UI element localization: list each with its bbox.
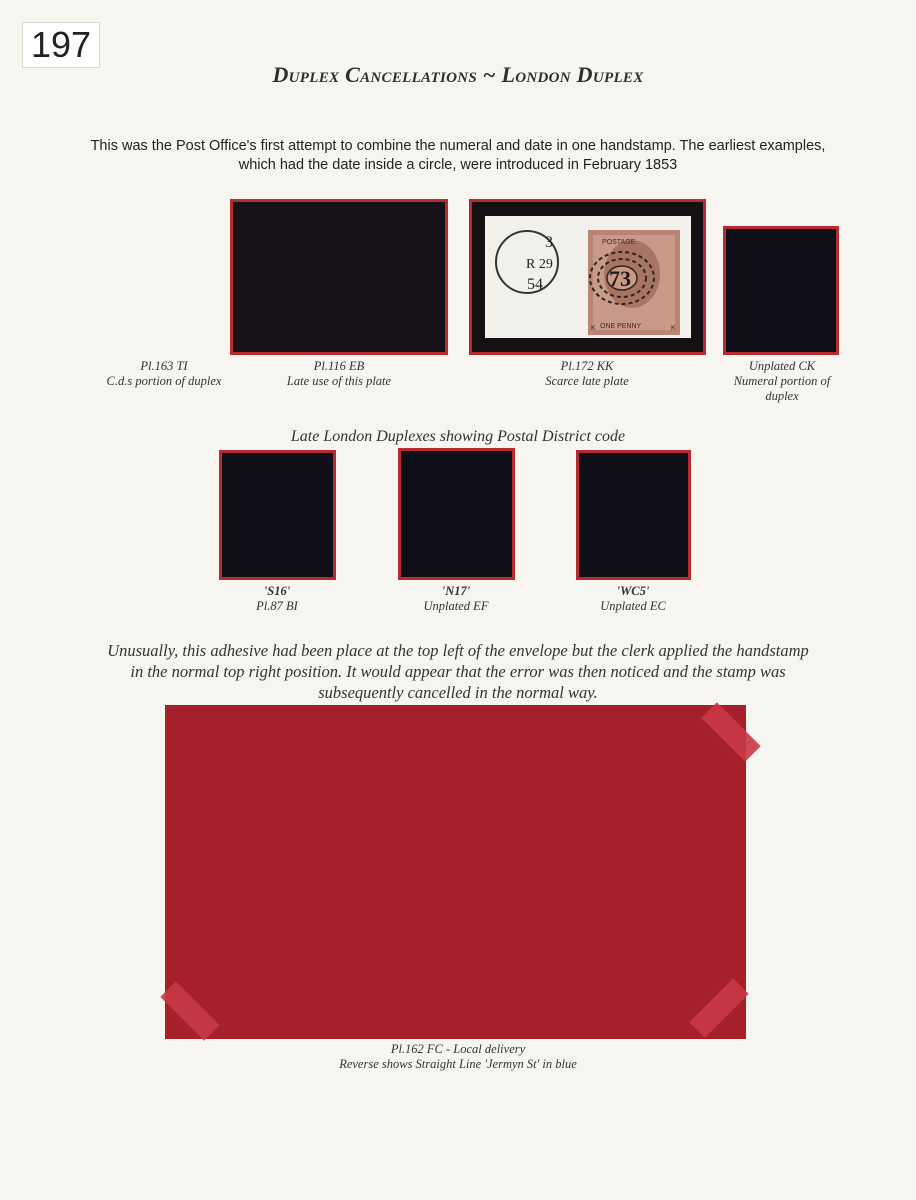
stamp-letter-right: K [671, 325, 676, 332]
cover-mount [165, 705, 746, 1039]
mount-wc5 [576, 450, 691, 580]
stamp-top-label: POSTAGE [602, 239, 636, 246]
page-number: 197 [22, 22, 100, 68]
intro-text: This was the Post Office's first attempt to combine the numeral and date in one handstamp. The earliest examples, which had the date inside a circle, were introduced in February 1853 [90, 138, 826, 173]
cds-mid-text: R 29 [526, 257, 553, 272]
caption-pl163-ti: Pl.163 TI C.d.s portion of duplex [106, 359, 222, 388]
stamp-bottom-label: ONE PENNY [600, 323, 642, 330]
caption-pl172-kk: Pl.172 KK Scarce late plate [545, 359, 629, 388]
photo-corner-top-right [701, 702, 760, 761]
mount-n17 [398, 448, 515, 580]
caption-pl116-eb: Pl.116 EB Late use of this plate [286, 359, 392, 388]
cds-bottom-text: 54 [527, 276, 543, 293]
cds-top-text: 3 [545, 234, 553, 251]
photo-corner-bottom-left [160, 981, 219, 1040]
page-title: Duplex Cancellations ~ London Duplex [272, 62, 644, 87]
stamp-letter-left: K [591, 325, 596, 332]
cover-caption: Pl.162 FC - Local delivery Reverse shows Straight Line 'Jermyn St' in blue [339, 1042, 577, 1071]
note-text: Unusually, this adhesive had been place at the top left of the envelope but the clerk applied the handstamp in the normal top right position. It would appear that the error was then noticed and the stamp was subsequently cancelled in the normal way. [107, 641, 809, 702]
caption-unplated-ck: Unplated CK Numeral portion of duplex [733, 359, 831, 403]
caption-wc5: 'WC5' Unplated EC [600, 584, 666, 613]
caption-n17: 'N17' Unplated EF [423, 584, 489, 613]
numeral-text: 73 [609, 266, 631, 291]
stamp-on-piece-image [472, 202, 703, 352]
section-heading: Late London Duplexes showing Postal District code [290, 428, 626, 445]
mount-s16 [219, 450, 336, 580]
mount-pl116-eb [230, 199, 448, 355]
mount-unplated-ck [723, 226, 839, 355]
mount-pl172-kk [469, 199, 706, 355]
photo-corner-bottom-right [689, 978, 748, 1037]
caption-s16: 'S16' Pl.87 BI [256, 584, 298, 613]
